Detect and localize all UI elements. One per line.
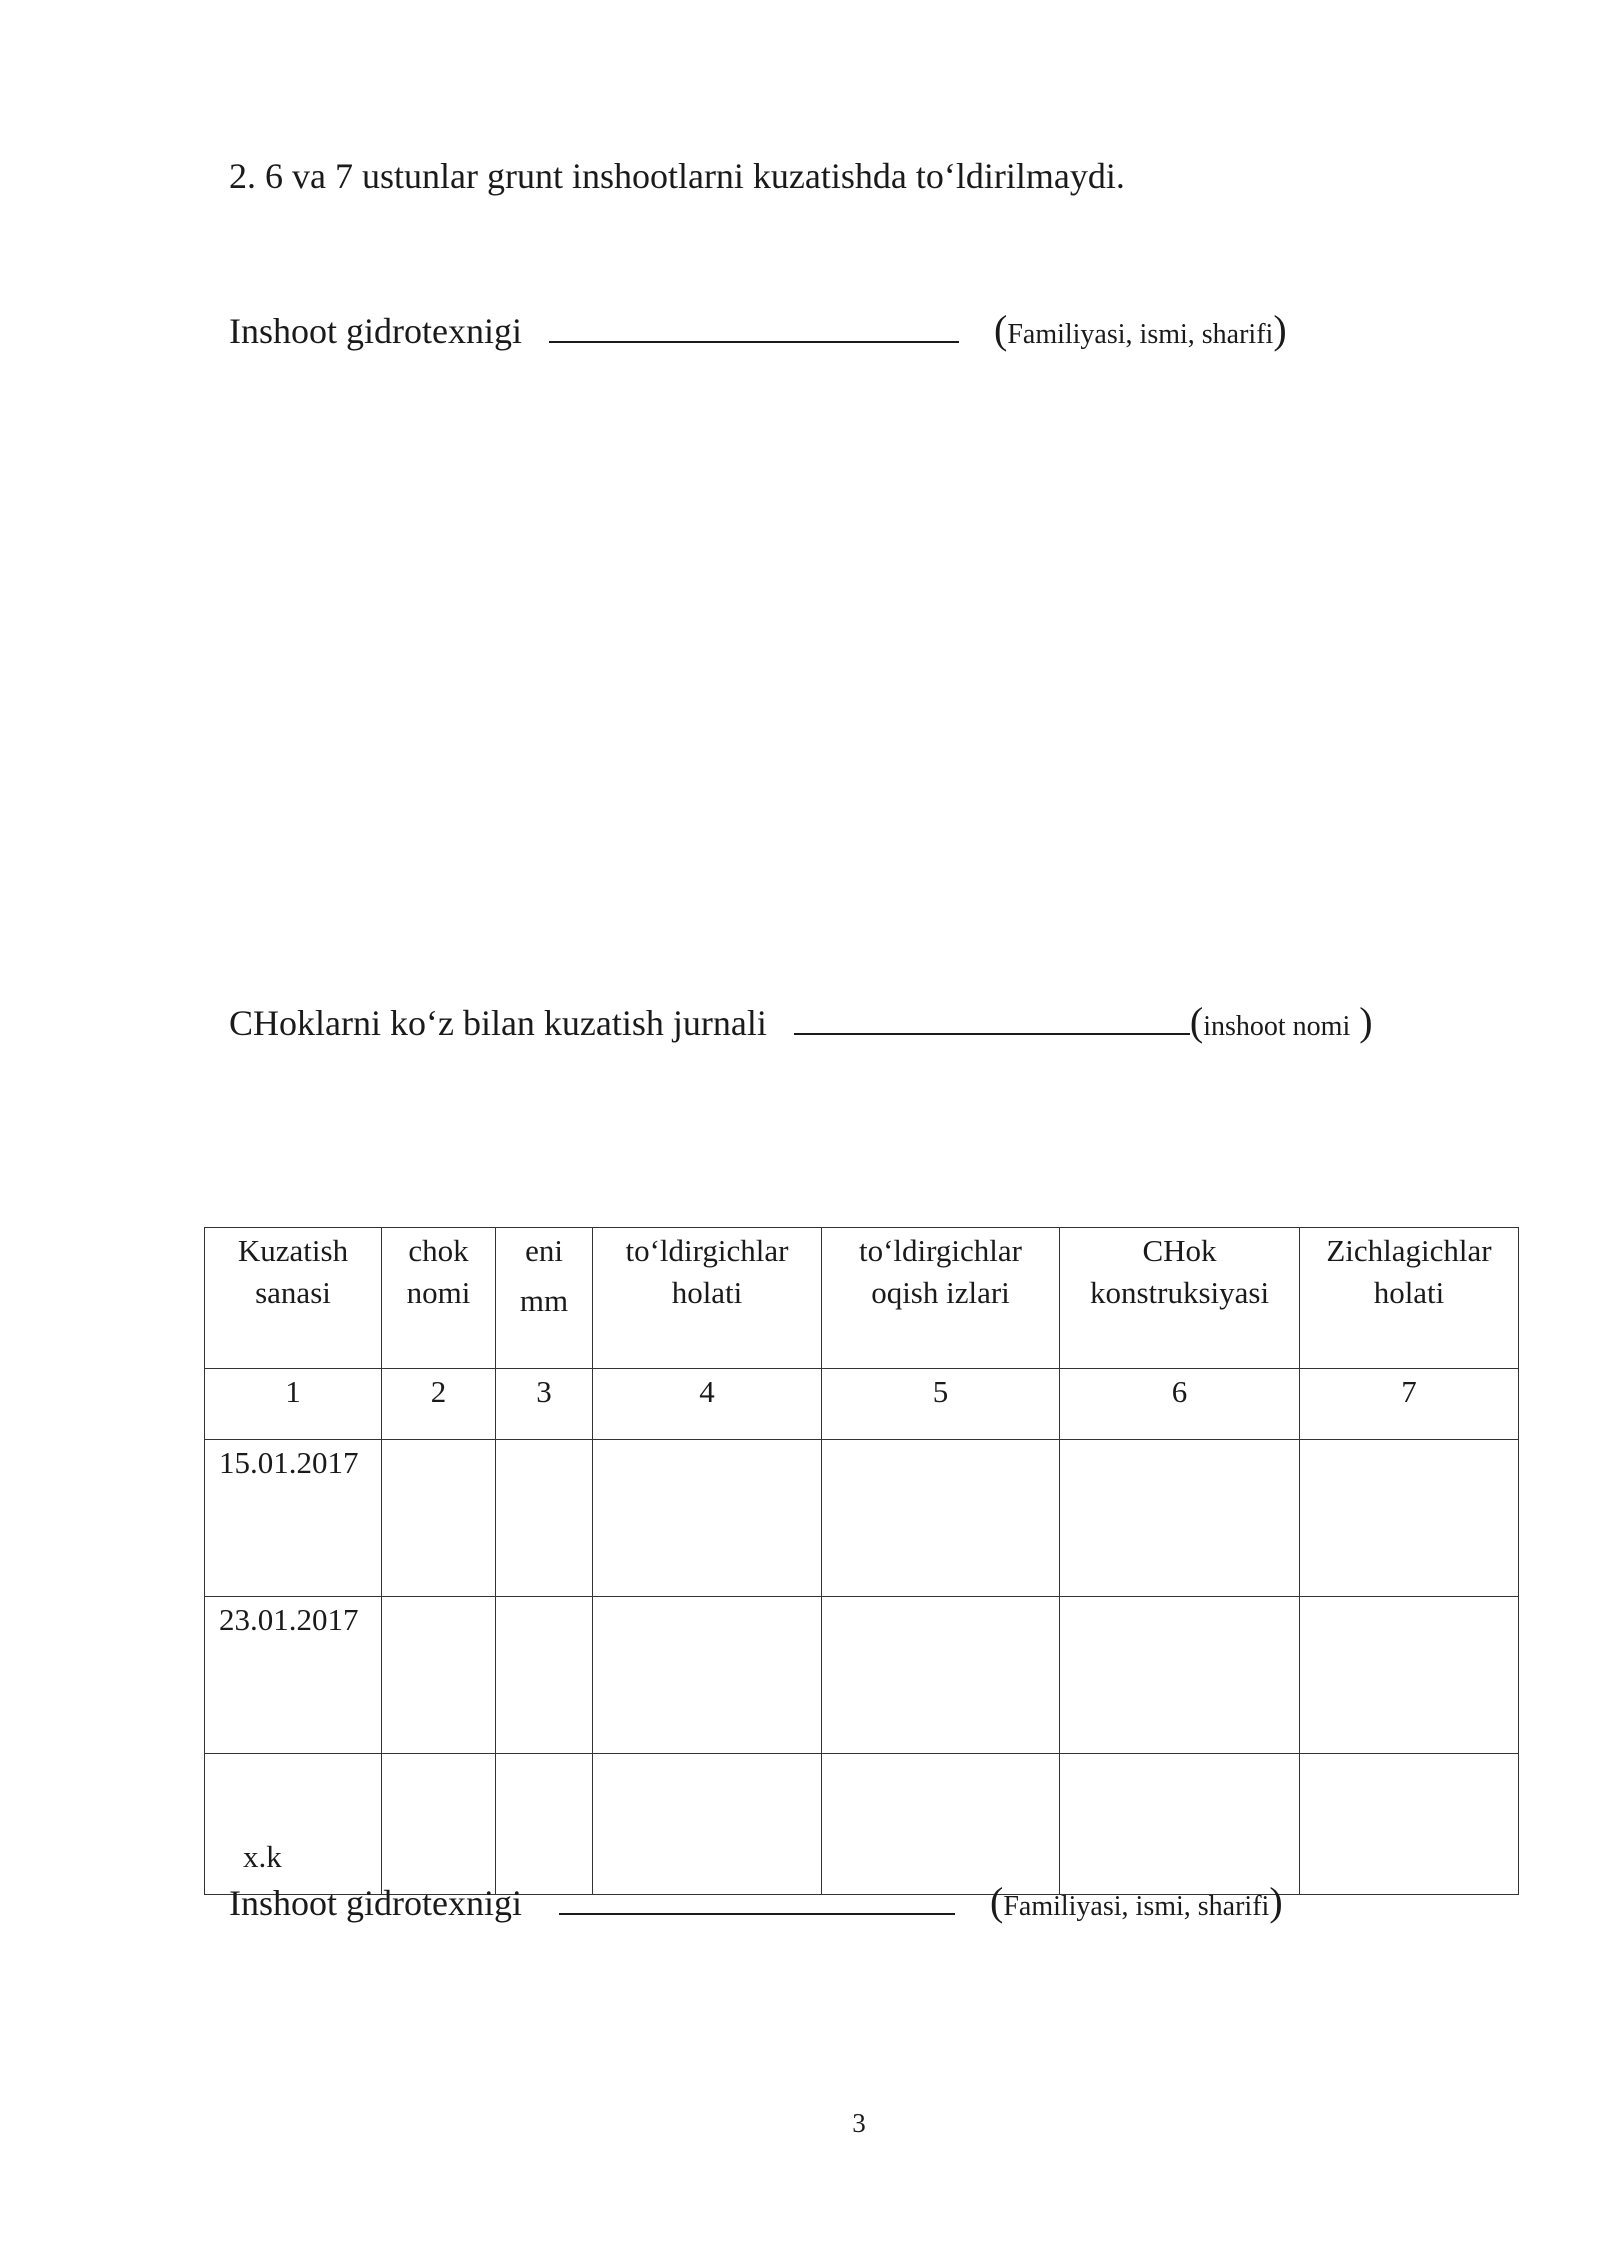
table-cell[interactable] [1300, 1597, 1519, 1754]
table-cell[interactable] [822, 1754, 1060, 1895]
structure-name-blank-field[interactable] [794, 1001, 1190, 1035]
column-header-filler-leak-traces: to‘ldirgichlar oqish izlari [822, 1228, 1060, 1369]
signature-label: Inshoot gidrotexnigi [229, 311, 522, 351]
table-row [205, 1597, 1519, 1754]
column-header-observation-date: Kuzatish sanasi [205, 1228, 382, 1369]
table-cell[interactable] [382, 1754, 496, 1895]
table-header-row [205, 1228, 1519, 1369]
table-cell[interactable] [1060, 1754, 1300, 1895]
table-cell[interactable] [382, 1440, 496, 1597]
signature-hint: Familiyasi, ismi, sharifi [1003, 1891, 1270, 1922]
observation-journal-table [204, 1227, 1519, 1895]
table-cell[interactable] [496, 1754, 593, 1895]
note-text: 2. 6 va 7 ustunlar grunt inshootlarni kuzatishda to‘ldirilmaydi. [229, 156, 1125, 196]
table-cell[interactable] [593, 1597, 822, 1754]
page-number: 3 [852, 2108, 866, 2138]
signature-blank-field[interactable] [549, 309, 959, 343]
column-number: 7 [1300, 1369, 1519, 1440]
signature-line-top: Inshoot gidrotexnigi (Familiyasi, ismi, sharifi) [229, 307, 1287, 352]
table-cell[interactable] [593, 1440, 822, 1597]
table-cell[interactable] [1300, 1440, 1519, 1597]
table-cell[interactable] [496, 1440, 593, 1597]
table-cell[interactable] [822, 1440, 1060, 1597]
column-header-width-mm: eni mm [496, 1228, 593, 1369]
column-number: 6 [1060, 1369, 1300, 1440]
journal-title: CHoklarni ko‘z bilan kuzatish jurnali [229, 1003, 767, 1043]
column-number: 5 [822, 1369, 1060, 1440]
table-row [205, 1440, 1519, 1597]
column-number: 1 [205, 1369, 382, 1440]
column-header-joint-construction: CHok konstruksiyasi [1060, 1228, 1300, 1369]
column-header-joint-name: chok nomi [382, 1228, 496, 1369]
table-cell[interactable] [822, 1597, 1060, 1754]
signature-blank-field[interactable] [559, 1881, 955, 1915]
table-cell[interactable] [1060, 1597, 1300, 1754]
column-number-row [205, 1369, 1519, 1440]
journal-title-line: CHoklarni ko‘z bilan kuzatish jurnali (inshoot nomi ) [229, 999, 1373, 1044]
observation-date-cell: 15.01.2017 [205, 1440, 382, 1597]
column-number: 4 [593, 1369, 822, 1440]
signature-hint: Familiyasi, ismi, sharifi [1007, 319, 1274, 350]
table-cell[interactable] [593, 1754, 822, 1895]
structure-name-hint: inshoot nomi [1203, 1011, 1351, 1042]
column-number: 3 [496, 1369, 593, 1440]
etc-label: x.k [243, 1839, 282, 1874]
signature-label: Inshoot gidrotexnigi [229, 1883, 522, 1923]
table-row [205, 1754, 1519, 1895]
table-cell[interactable] [496, 1597, 593, 1754]
signature-line-bottom: Inshoot gidrotexnigi (Familiyasi, ismi, sharifi) [229, 1879, 1283, 1924]
column-header-seal-condition: Zichlagichlar holati [1300, 1228, 1519, 1369]
table-cell[interactable] [382, 1597, 496, 1754]
observation-date-cell: 23.01.2017 [205, 1597, 382, 1754]
observation-date-cell [205, 1754, 382, 1895]
column-number: 2 [382, 1369, 496, 1440]
table-cell[interactable] [1300, 1754, 1519, 1895]
table-cell[interactable] [1060, 1440, 1300, 1597]
column-header-filler-condition: to‘ldirgichlar holati [593, 1228, 822, 1369]
